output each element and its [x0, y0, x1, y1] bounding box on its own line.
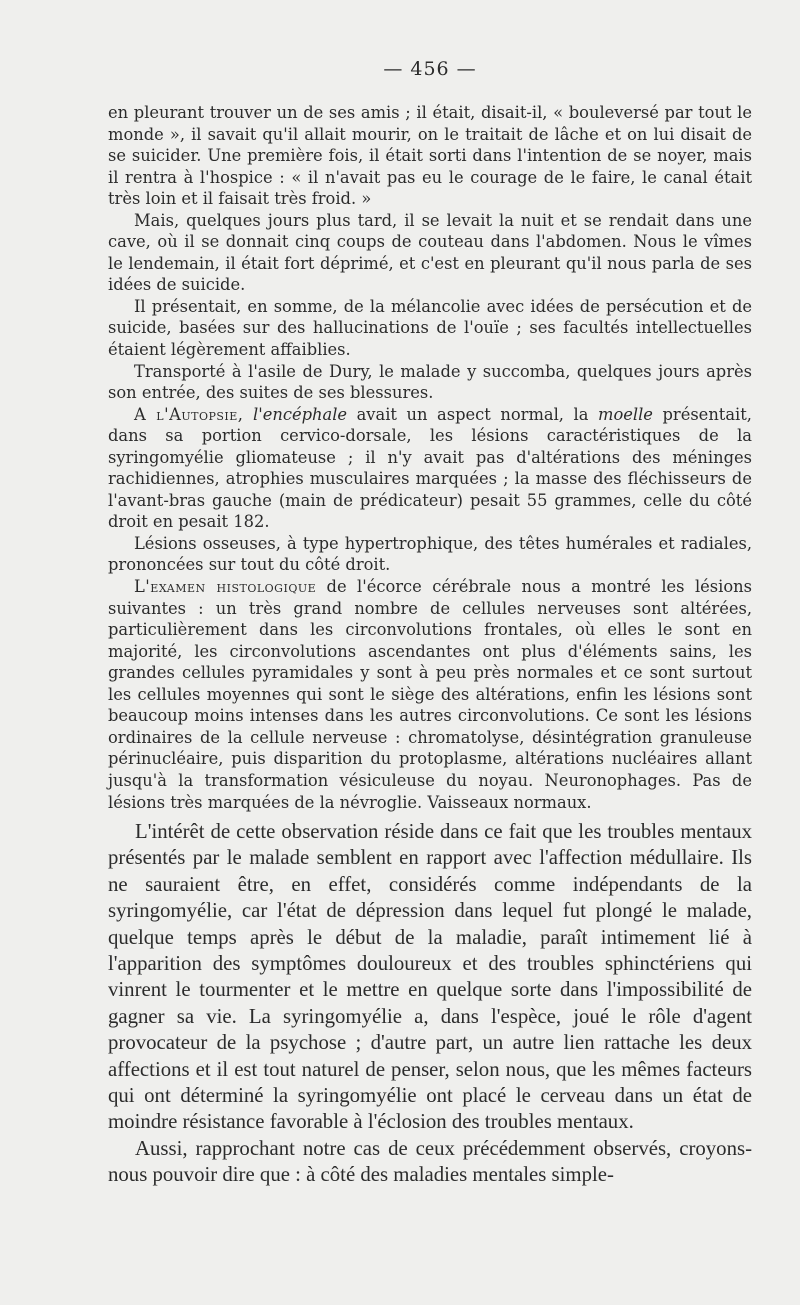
observation-text	[108, 102, 752, 813]
discussion-paragraph-2: Aussi, rapprochant notre cas de ceux précédemment observés, croyons-nous pouvoir dire que : à côté des maladies mentales simple-	[108, 1136, 752, 1187]
histology-paragraph	[108, 576, 752, 813]
observation-paragraph-1: en pleurant trouver un de ses amis ; il était, disait-il, « bouleversé par tout le monde », il savait qu'il allait mourir, on le traitait de lâche et on lui disait de se suicider. Une première fois, il était sorti dans l'intention de se noyer, mais il rentra à l'hospice : « il n'avait pas eu le courage de le faire, le canal était très loin et il faisait très froid. »	[108, 103, 752, 209]
page-number: — 456 —	[383, 58, 477, 80]
autopsy-heading: A l'Autopsie,	[134, 404, 244, 424]
moelle-term: moelle	[598, 404, 653, 424]
autopsy-paragraph	[108, 404, 752, 533]
autopsy-text-mid: avait un aspect normal, la	[347, 404, 598, 424]
observation-paragraph-3: Il présentait, en somme, de la mélancolie avec idées de persécution et de suicide, basées sur des hallucinations de l'ouïe ; ses facultés intellectuelles étaient légèrement affaiblies.	[108, 296, 752, 360]
histology-heading: L'examen histologique	[134, 577, 317, 597]
observation-paragraph-2: Mais, quelques jours plus tard, il se levait la nuit et se rendait dans une cave, où il se donnait cinq coups de couteau dans l'abdomen. Nous le vîmes le lendemain, il était fort déprimé, et c'est en pleurant qu'il nous parla de ses idées de suicide.	[108, 210, 752, 295]
discussion-text	[108, 819, 752, 1189]
encephale-term: l'encéphale	[253, 404, 348, 424]
discussion-paragraph-1: L'intérêt de cette observation réside dans ce fait que les troubles mentaux présentés par le malade semblent en rapport avec l'affection médullaire. Ils ne sauraient être, en effet, considérés comme indépendants de la syringomyélie, car l'état de dépression dans lequel fut plongé le malade, quelque temps après le début de la maladie, paraît intimement lié à l'apparition des symptômes douloureux et des troubles sphinctériens qui vinrent le tourmenter et le mettre en quelque sorte dans l'impossibilité de gagner sa vie. La syringomyélie a, dans l'espèce, joué le rôle d'agent provocateur de la psychose ; d'autre part, un autre lien rattache les deux affections et il est tout naturel de penser, selon nous, que les mêmes facteurs qui ont déterminé la syringomyélie ont placé le cerveau dans un état de moindre résistance favorable à l'éclosion des troubles mentaux.	[108, 820, 752, 1134]
histology-text: de l'écorce cérébrale nous a montré les lésions suivantes : un très grand nombre de cellules nerveuses sont altérées, particulièrement dans les circonvolutions frontales, où elles le sont en majorité, les circonvolutions ascendantes ont plus d'éléments sains, les grandes cellules pyramidales y sont à peu près normales et ce sont surtout les cellules moyennes qui sont le siège des altérations, enfin les lésions sont beaucoup moins intenses dans les autres circonvolutions. Ce sont les lésions ordinaires de la cellule nerveuse : chromatolyse, désintégration granuleuse périnucléaire, puis disparition du protoplasme, altérations nucléaires allant jusqu'à la transformation vésiculeuse du noyau. Neuronophages. Pas de lésions très marquées de la névroglie. Vaisseaux normaux.	[108, 577, 752, 812]
autopsy-text-rest: présentait, dans sa portion cervico-dorsale, les lésions caractéristiques de la syringomyélie gliomateuse ; il n'y avait pas d'altérations des méninges rachidiennes, atrophies musculaires marquées ; la masse des fléchisseurs de l'avant-bras gauche (main de prédicateur) pesait 55 grammes, celle du côté droit en pesait 182.	[108, 404, 752, 532]
observation-paragraph-4: Transporté à l'asile de Dury, le malade y succomba, quelques jours après son entrée, des suites de ses blessures.	[108, 361, 752, 403]
osseous-lesions-paragraph: Lésions osseuses, à type hypertrophique, des têtes humérales et radiales, prononcées sur tout du côté droit.	[108, 533, 752, 575]
